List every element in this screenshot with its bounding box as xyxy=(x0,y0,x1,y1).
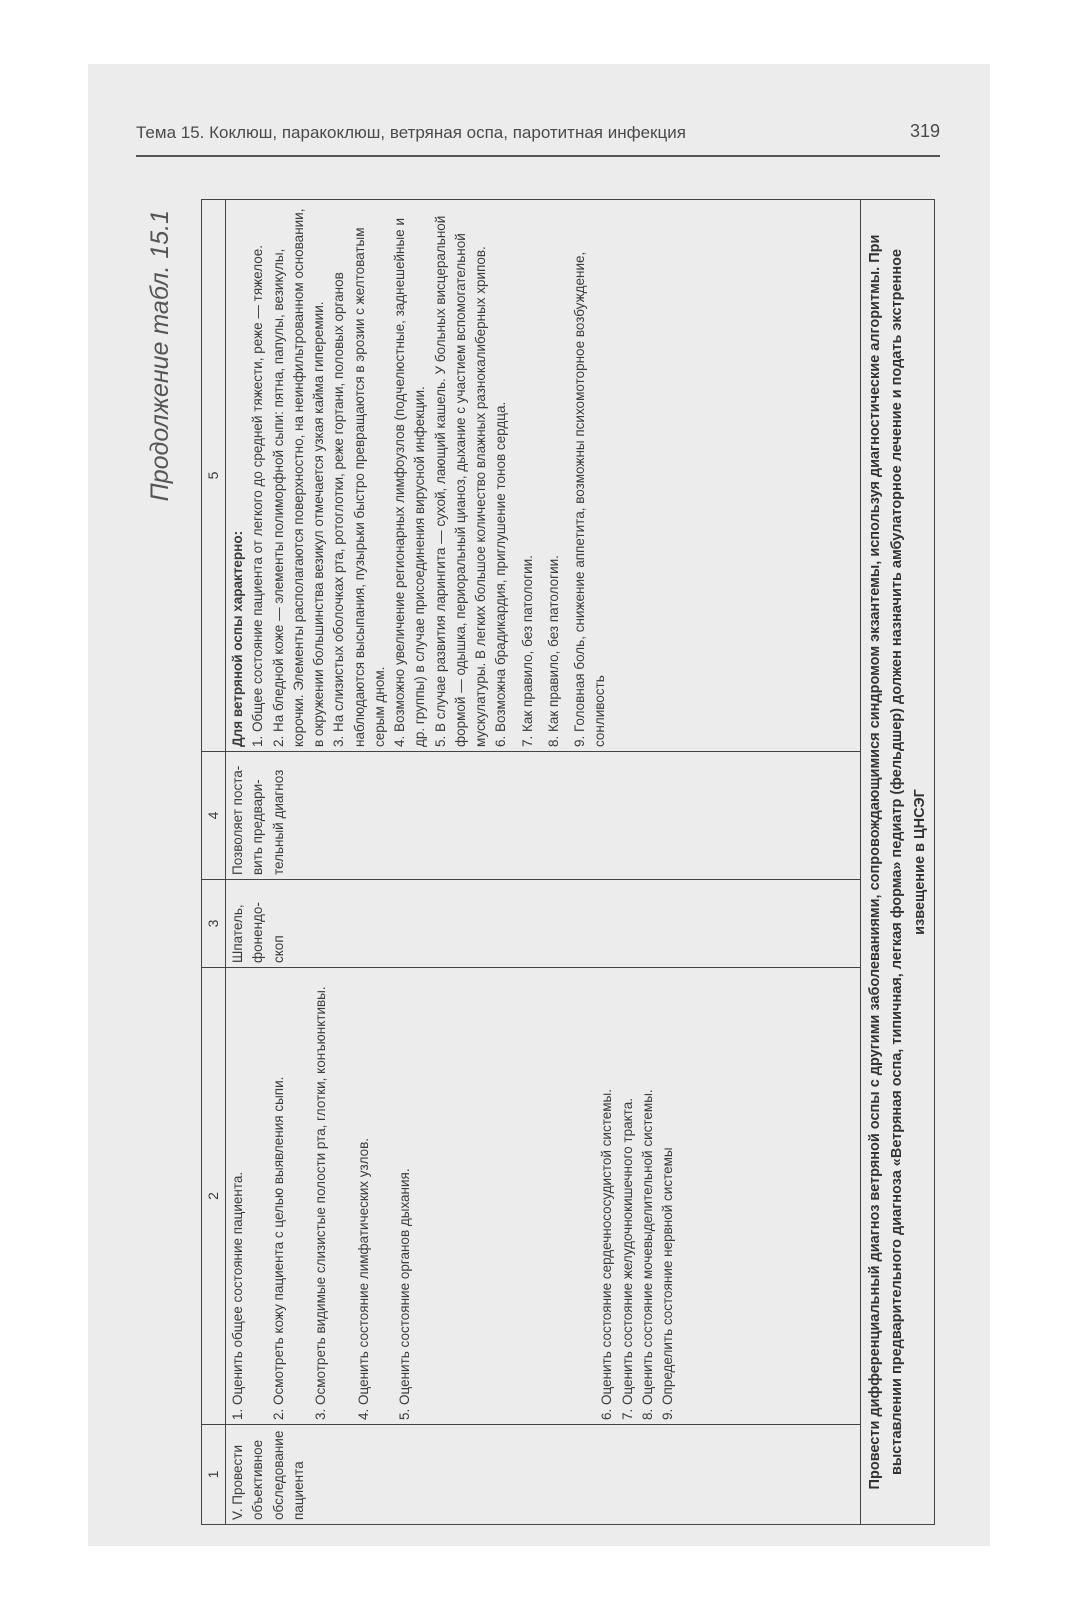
action-item: 8. Оценить состояние мочевыделительной системы. xyxy=(639,1089,655,1420)
column-header: 4 xyxy=(202,752,226,880)
equipment-cell: Шпатель, фонендоскоп xyxy=(226,880,861,968)
action-item: 5. Оценить состояние органов дыхания. xyxy=(397,1168,412,1420)
column-header: 2 xyxy=(202,968,226,1425)
table-header-row xyxy=(202,200,226,1525)
running-title: Тема 15. Коклюш, паракоклюш, ветряная оспа, паротитная инфекция xyxy=(136,123,686,142)
action-item: 4. Оценить состояние лимфатических узлов. xyxy=(355,1137,371,1420)
findings-heading: Для ветряной оспы характерно: xyxy=(230,530,245,747)
finding-item: 5. В случае развития ларингита — сухой, лающий кашель. У больных висцеральной формой — одышка, периоральный цианоз, дыхание с участием вспомогательной мускулатуры. В легких большое количество влажных разнокалиберных хрипов. xyxy=(432,215,488,747)
finding-item: 3. На слизистых оболочках рта, ротоглотки, реже гортани, половых органов наблюдаются высыпания, пузырьки быстро превращаются в эрозии с желтоватым серым дном. xyxy=(331,227,387,747)
finding-item: 8. Как правило, без патологии. xyxy=(545,555,561,747)
page-number: 319 xyxy=(909,121,940,141)
action-item: 1. Оценить общее состояние пациента. xyxy=(230,1171,245,1420)
footer-note: Провести дифференциальный диагноз ветряной оспы с другими заболеваниями, сопровождающимися синдромом экзантемы, используя диагностические алгоритмы. При выставлении предварительного диагноза «Ветряная оспа, типичная, легкая форма» педиатр (фельдшер) должен назначить амбулаторное лечение и подать экстренное извещение в ЦНСЭГ xyxy=(861,200,935,1525)
action-item: 9. Определить состояние нервной системы xyxy=(660,1147,675,1420)
finding-item: 4. Возможно увеличение регионарных лимфоузлов (подчелюстные, заднешейные и др. группы) в случае присоединения вирусной инфекции. xyxy=(392,218,428,747)
exam-table xyxy=(201,199,935,1525)
column-header: 3 xyxy=(202,880,226,968)
finding-item: 2. На бледной коже — элементы полиморфной сыпи: пятна, папулы, везикулы, корочки. Элементы располагаются поверхностно, на неинфильтрованном основании, в окружении большинства везикул отмечается узкая кайма гиперемии. xyxy=(270,208,326,747)
finding-item: 6. Возможна брадикардия, приглушение тонов сердца. xyxy=(493,401,509,747)
findings-cell xyxy=(226,200,861,752)
actions-cell xyxy=(226,968,861,1425)
rationale-cell: Позволяет поставить предварительный диагноз xyxy=(226,752,861,880)
action-item: 3. Осмотреть видимые слизистые полости рта, глотки, конъюнктивы. xyxy=(312,986,328,1420)
column-header: 5 xyxy=(202,200,226,752)
action-item: 6. Оценить состояние сердечнососудистой системы. xyxy=(599,1089,615,1420)
action-item: 2. Осмотреть кожу пациента с целью выявления сыпи. xyxy=(271,1076,287,1420)
finding-item: 9. Головная боль, снижение аппетита, возможны психомоторное возбуждение, сонливость xyxy=(572,251,608,747)
finding-item: 7. Как правило, без патологии. xyxy=(519,555,535,747)
table-continuation-caption: Продолжение табл. 15.1 xyxy=(146,210,174,502)
table-row xyxy=(226,200,861,1525)
page-header xyxy=(136,121,940,157)
step-cell: V. Провести объективное обследование пациента xyxy=(226,1425,861,1525)
finding-item: 1. Общее состояние пациента от легкого до средней тяжести, реже — тяжелое. xyxy=(250,244,266,747)
rotated-table-block xyxy=(88,200,940,1525)
table-footer-row xyxy=(861,200,935,1525)
column-header: 1 xyxy=(202,1425,226,1525)
action-item: 7. Оценить состояние желудочнокишечного тракта. xyxy=(619,1098,635,1420)
